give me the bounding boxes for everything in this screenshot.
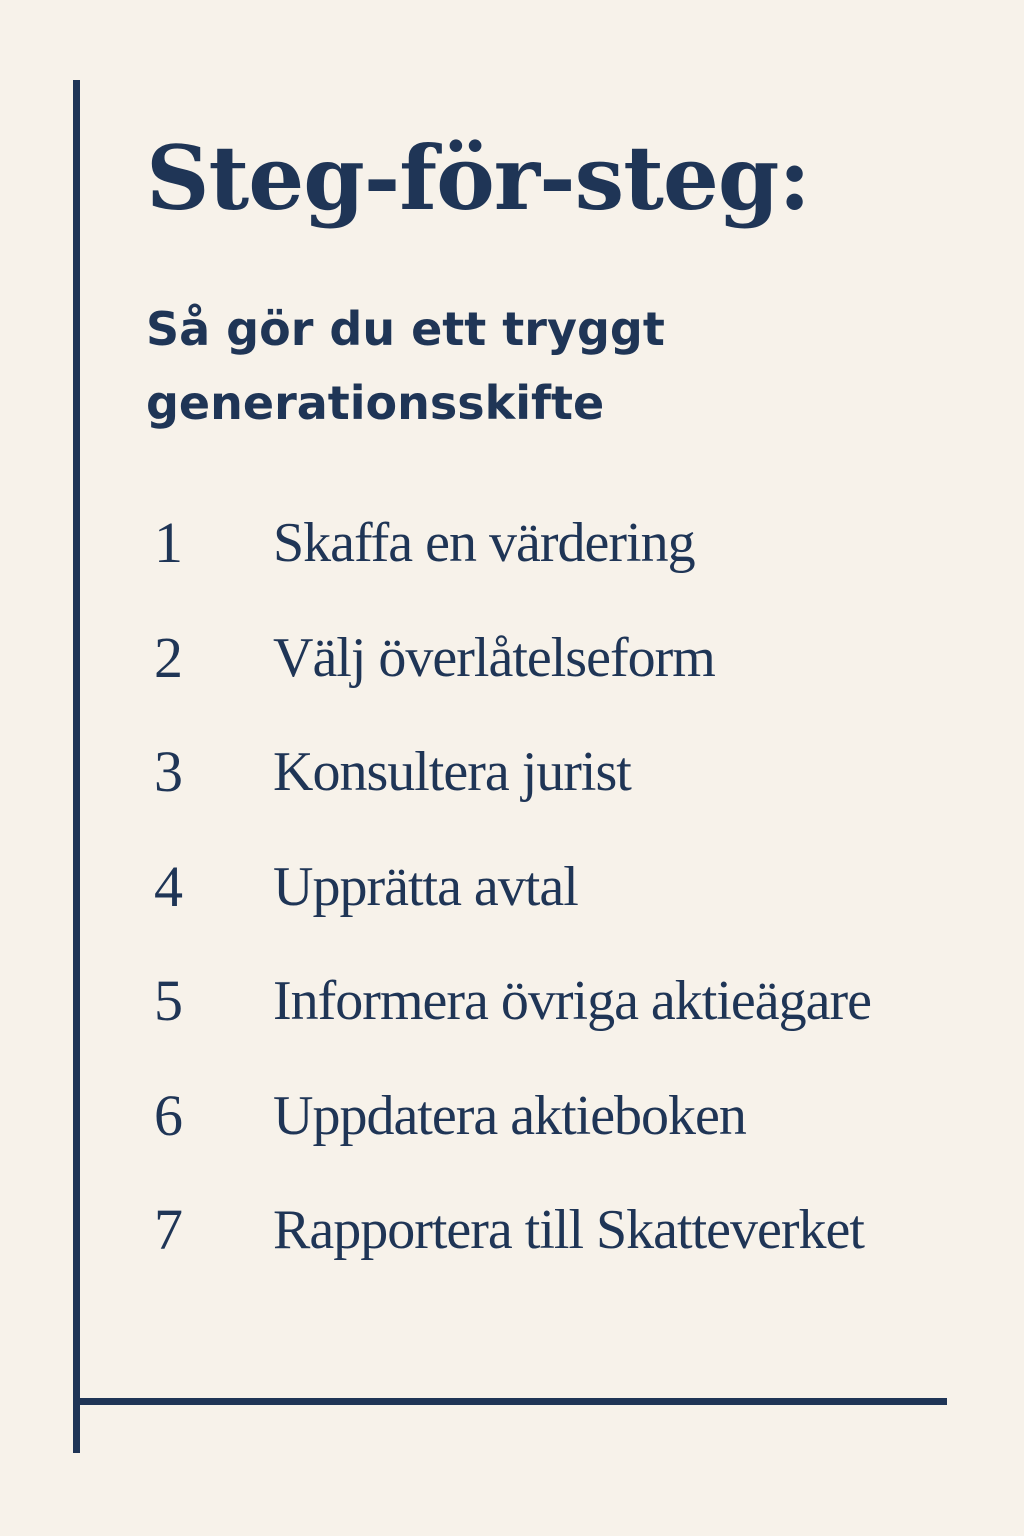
step-item-3	[150, 715, 871, 830]
step-number: 5	[154, 968, 183, 1034]
step-item-7	[150, 1173, 871, 1288]
step-number: 1	[154, 510, 183, 576]
left-border-line	[73, 80, 80, 1453]
steps-list	[150, 486, 871, 1288]
step-item-6	[150, 1059, 871, 1174]
page-subtitle: Så gör du ett tryggt generationsskifte	[146, 302, 665, 430]
step-label: Rapportera till Skatteverket	[273, 1199, 864, 1262]
step-label: Välj överlåtelseform	[273, 626, 715, 689]
step-number: 3	[154, 739, 183, 805]
page-title: Steg-för-steg:	[146, 126, 810, 230]
step-item-2	[150, 601, 871, 716]
step-number: 6	[154, 1082, 183, 1148]
step-item-5	[150, 944, 871, 1059]
step-label: Konsultera jurist	[273, 741, 631, 804]
step-label: Uppdatera aktieboken	[273, 1084, 746, 1147]
step-number: 2	[154, 624, 183, 690]
step-label: Upprätta avtal	[273, 855, 578, 918]
step-number: 7	[154, 1197, 183, 1263]
step-number: 4	[154, 853, 183, 919]
step-item-1	[150, 486, 871, 601]
step-label: Skaffa en värdering	[273, 512, 695, 575]
step-label: Informera övriga aktieägare	[273, 970, 871, 1033]
step-item-4	[150, 830, 871, 945]
bottom-border-line	[80, 1398, 947, 1405]
